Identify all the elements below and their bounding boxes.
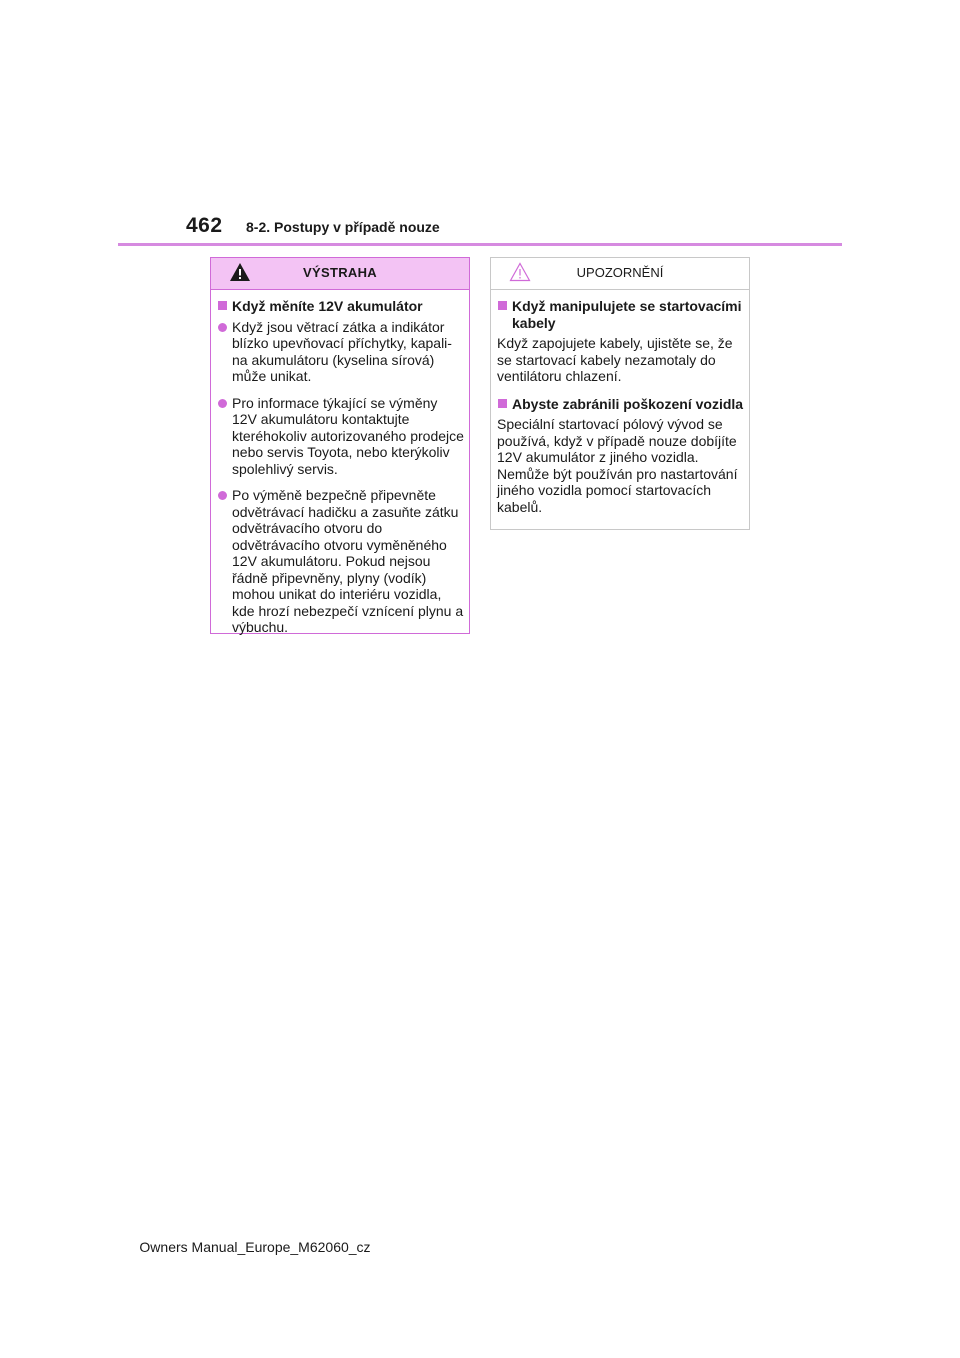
caution-box-header [491,258,749,290]
round-bullet-icon [218,323,227,332]
warning-title: VÝSTRAHA [303,265,377,281]
caution-paragraph: Když zapojujete kabely, ujistěte se, že se startovací kabely nezamotaly do ventilátoru chlazení. [497,335,733,384]
round-bullet-icon [218,491,227,500]
warning-triangle-icon [229,262,251,282]
warning-bullet [217,319,464,385]
warning-bullet [217,487,464,636]
caution-triangle-icon [509,262,531,282]
warning-bullet-text: Když jsou větrací zátka a indikátor blízko upevňovací příchytky, kapali-na akumulátoru (kyselina sírová) může unikat. [232,318,452,384]
caution-heading [497,298,744,331]
warning-bullet-text: Pro informace týkající se výměny 12V akumulátoru kontaktujte kteréhokoliv autorizovaného prodejce nebo servis Toyota, nebo kterýkoliv spolehlivý servis. [232,394,464,477]
round-bullet-icon [218,399,227,408]
caution-box [490,257,750,530]
square-bullet-icon [498,399,507,408]
caution-title: UPOZORNĚNÍ [576,265,664,281]
caution-body [491,290,749,515]
warning-box-header [211,258,469,290]
footer-text: Owners Manual_Europe_M62060_cz [139,1239,371,1255]
caution-heading-text: Když manipulujete se startovacími kabely [512,298,742,331]
header-rule [118,243,842,246]
caution-heading-text: Abyste zabránili poškození vozidla [512,395,744,412]
page-number: 462 [186,214,223,237]
square-bullet-icon [218,301,227,310]
caution-paragraph: Speciální startovací pólový vývod se používá, když v případě nouze dobíjíte 12V akumulátor z jiného vozidla. Nemůže být používán pro nastartování jiného vozidla pomocí startovacích kabelů. [497,416,738,515]
square-bullet-icon [498,301,507,310]
section-title: 8-2. Postupy v případě nouze [246,219,440,235]
warning-bullet [217,395,464,478]
warning-body [211,290,469,636]
warning-box [210,257,470,634]
warning-heading [217,298,464,315]
caution-heading [497,396,744,413]
warning-heading-text: Když měníte 12V akumulátor [232,298,423,314]
warning-bullet-text: Po výměně bezpečně připevněte odvětrávací hadičku a zasuňte zátku odvětrávacího otvoru do odvětrávacího otvoru vyměněného 12V akumulátoru. Pokud nejsou řádně připevněny, plyny (vodík) mohou unikat do interiéru vozidla, kde hrozí nebezpečí vznícení plynu a výbuchu. [232,487,464,635]
